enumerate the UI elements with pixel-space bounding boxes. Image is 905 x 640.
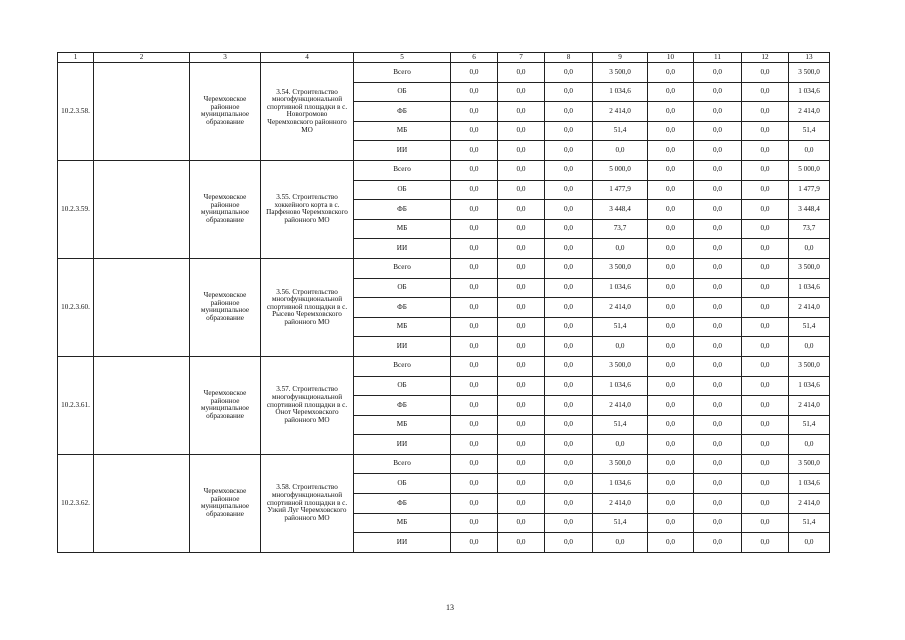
value-cell: 51,4 bbox=[593, 415, 648, 435]
funding-source-cell: Всего bbox=[354, 258, 451, 278]
header-cell: 6 bbox=[451, 53, 498, 63]
value-cell: 0,0 bbox=[498, 141, 545, 161]
value-cell: 0,0 bbox=[742, 396, 789, 416]
value-cell: 0,0 bbox=[648, 121, 694, 141]
value-cell: 0,0 bbox=[742, 435, 789, 455]
value-cell: 0,0 bbox=[498, 513, 545, 533]
value-cell: 0,0 bbox=[451, 494, 498, 514]
value-cell: 0,0 bbox=[694, 63, 742, 83]
value-cell: 0,0 bbox=[694, 298, 742, 318]
value-cell: 0,0 bbox=[545, 160, 593, 180]
value-cell: 0,0 bbox=[742, 239, 789, 259]
value-cell: 0,0 bbox=[789, 337, 830, 357]
page-number: 13 bbox=[446, 603, 454, 612]
funding-source-cell: ФБ bbox=[354, 298, 451, 318]
value-cell: 0,0 bbox=[545, 121, 593, 141]
value-cell: 0,0 bbox=[648, 513, 694, 533]
value-cell: 51,4 bbox=[593, 317, 648, 337]
value-cell: 0,0 bbox=[451, 474, 498, 494]
value-cell: 0,0 bbox=[694, 376, 742, 396]
value-cell: 0,0 bbox=[694, 160, 742, 180]
value-cell: 0,0 bbox=[648, 200, 694, 220]
value-cell: 0,0 bbox=[498, 200, 545, 220]
value-cell: 0,0 bbox=[648, 533, 694, 553]
value-cell: 0,0 bbox=[545, 435, 593, 455]
value-cell: 0,0 bbox=[451, 376, 498, 396]
value-cell: 51,4 bbox=[789, 317, 830, 337]
value-cell: 0,0 bbox=[498, 435, 545, 455]
row-code: 10.2.3.60. bbox=[58, 258, 94, 356]
value-cell: 0,0 bbox=[694, 219, 742, 239]
value-cell: 5 000,0 bbox=[593, 160, 648, 180]
value-cell: 51,4 bbox=[789, 415, 830, 435]
empty-cell bbox=[94, 63, 190, 161]
value-cell: 0,0 bbox=[451, 337, 498, 357]
value-cell: 0,0 bbox=[451, 82, 498, 102]
value-cell: 0,0 bbox=[451, 356, 498, 376]
value-cell: 0,0 bbox=[498, 317, 545, 337]
funding-source-cell: Всего bbox=[354, 63, 451, 83]
value-cell: 0,0 bbox=[648, 494, 694, 514]
value-cell: 0,0 bbox=[694, 494, 742, 514]
funding-source-cell: ИИ bbox=[354, 337, 451, 357]
value-cell: 0,0 bbox=[451, 278, 498, 298]
funding-source-cell: ОБ bbox=[354, 278, 451, 298]
value-cell: 0,0 bbox=[545, 219, 593, 239]
funding-source-cell: Всего bbox=[354, 356, 451, 376]
value-cell: 0,0 bbox=[694, 102, 742, 122]
value-cell: 0,0 bbox=[648, 396, 694, 416]
value-cell: 0,0 bbox=[648, 337, 694, 357]
value-cell: 0,0 bbox=[742, 533, 789, 553]
value-cell: 0,0 bbox=[545, 200, 593, 220]
value-cell: 0,0 bbox=[451, 63, 498, 83]
value-cell: 0,0 bbox=[498, 160, 545, 180]
value-cell: 0,0 bbox=[545, 337, 593, 357]
value-cell: 1 034,6 bbox=[593, 82, 648, 102]
header-cell: 13 bbox=[789, 53, 830, 63]
header-cell: 4 bbox=[261, 53, 354, 63]
value-cell: 0,0 bbox=[545, 278, 593, 298]
value-cell: 51,4 bbox=[593, 121, 648, 141]
value-cell: 0,0 bbox=[742, 337, 789, 357]
value-cell: 0,0 bbox=[451, 396, 498, 416]
value-cell: 0,0 bbox=[451, 513, 498, 533]
funding-source-cell: Всего bbox=[354, 160, 451, 180]
value-cell: 3 500,0 bbox=[789, 454, 830, 474]
funding-source-cell: МБ bbox=[354, 121, 451, 141]
value-cell: 0,0 bbox=[648, 415, 694, 435]
header-cell: 7 bbox=[498, 53, 545, 63]
value-cell: 0,0 bbox=[648, 356, 694, 376]
value-cell: 0,0 bbox=[451, 160, 498, 180]
value-cell: 0,0 bbox=[789, 141, 830, 161]
value-cell: 0,0 bbox=[694, 474, 742, 494]
value-cell: 0,0 bbox=[498, 298, 545, 318]
header-cell: 12 bbox=[742, 53, 789, 63]
value-cell: 0,0 bbox=[498, 494, 545, 514]
value-cell: 0,0 bbox=[451, 239, 498, 259]
value-cell: 0,0 bbox=[451, 102, 498, 122]
value-cell: 3 500,0 bbox=[593, 454, 648, 474]
value-cell: 0,0 bbox=[498, 102, 545, 122]
value-cell: 2 414,0 bbox=[593, 298, 648, 318]
value-cell: 0,0 bbox=[742, 63, 789, 83]
value-cell: 1 034,6 bbox=[789, 474, 830, 494]
value-cell: 0,0 bbox=[545, 356, 593, 376]
header-cell: 8 bbox=[545, 53, 593, 63]
value-cell: 0,0 bbox=[742, 317, 789, 337]
header-cell: 2 bbox=[94, 53, 190, 63]
value-cell: 0,0 bbox=[593, 533, 648, 553]
value-cell: 0,0 bbox=[648, 219, 694, 239]
value-cell: 0,0 bbox=[694, 356, 742, 376]
value-cell: 0,0 bbox=[498, 219, 545, 239]
header-cell: 9 bbox=[593, 53, 648, 63]
value-cell: 51,4 bbox=[789, 121, 830, 141]
row-code: 10.2.3.62. bbox=[58, 454, 94, 552]
value-cell: 0,0 bbox=[789, 435, 830, 455]
value-cell: 0,0 bbox=[694, 258, 742, 278]
value-cell: 0,0 bbox=[498, 415, 545, 435]
value-cell: 0,0 bbox=[694, 337, 742, 357]
value-cell: 73,7 bbox=[789, 219, 830, 239]
value-cell: 3 500,0 bbox=[593, 356, 648, 376]
value-cell: 0,0 bbox=[451, 298, 498, 318]
value-cell: 0,0 bbox=[742, 474, 789, 494]
value-cell: 1 034,6 bbox=[789, 278, 830, 298]
value-cell: 0,0 bbox=[498, 356, 545, 376]
value-cell: 0,0 bbox=[648, 141, 694, 161]
value-cell: 0,0 bbox=[694, 513, 742, 533]
value-cell: 0,0 bbox=[694, 317, 742, 337]
value-cell: 0,0 bbox=[742, 200, 789, 220]
row-code: 10.2.3.58. bbox=[58, 63, 94, 161]
funding-source-cell: ОБ bbox=[354, 180, 451, 200]
funding-source-cell: МБ bbox=[354, 219, 451, 239]
value-cell: 0,0 bbox=[451, 180, 498, 200]
value-cell: 0,0 bbox=[498, 258, 545, 278]
funding-source-cell: МБ bbox=[354, 415, 451, 435]
value-cell: 0,0 bbox=[742, 298, 789, 318]
value-cell: 3 500,0 bbox=[593, 258, 648, 278]
value-cell: 0,0 bbox=[742, 121, 789, 141]
organization-cell: Черемховское районное муниципальное образование bbox=[190, 258, 261, 356]
value-cell: 2 414,0 bbox=[789, 396, 830, 416]
value-cell: 0,0 bbox=[694, 239, 742, 259]
value-cell: 0,0 bbox=[694, 141, 742, 161]
value-cell: 73,7 bbox=[593, 219, 648, 239]
value-cell: 2 414,0 bbox=[593, 494, 648, 514]
value-cell: 0,0 bbox=[648, 435, 694, 455]
funding-source-cell: ОБ bbox=[354, 376, 451, 396]
value-cell: 0,0 bbox=[498, 376, 545, 396]
budget-table bbox=[57, 52, 830, 553]
value-cell: 0,0 bbox=[451, 317, 498, 337]
organization-cell: Черемховское районное муниципальное образование bbox=[190, 356, 261, 454]
measure-name-cell: 3.54. Строительство многофункциональной спортивной площадки в с. Новогромово Черемховского районного МО bbox=[261, 63, 354, 161]
funding-source-cell: ФБ bbox=[354, 200, 451, 220]
value-cell: 0,0 bbox=[742, 160, 789, 180]
value-cell: 1 034,6 bbox=[593, 474, 648, 494]
value-cell: 0,0 bbox=[648, 102, 694, 122]
measure-name-cell: 3.58. Строительство многофункциональной спортивной площадки в с. Узкий Луг Черемховского районного МО bbox=[261, 454, 354, 552]
value-cell: 0,0 bbox=[545, 474, 593, 494]
value-cell: 1 034,6 bbox=[593, 376, 648, 396]
value-cell: 0,0 bbox=[742, 82, 789, 102]
value-cell: 0,0 bbox=[593, 141, 648, 161]
value-cell: 0,0 bbox=[742, 494, 789, 514]
value-cell: 0,0 bbox=[451, 435, 498, 455]
value-cell: 0,0 bbox=[694, 396, 742, 416]
header-cell: 10 bbox=[648, 53, 694, 63]
value-cell: 0,0 bbox=[694, 82, 742, 102]
value-cell: 0,0 bbox=[648, 160, 694, 180]
value-cell: 0,0 bbox=[694, 278, 742, 298]
value-cell: 3 500,0 bbox=[789, 63, 830, 83]
value-cell: 0,0 bbox=[648, 454, 694, 474]
value-cell: 0,0 bbox=[451, 258, 498, 278]
value-cell: 0,0 bbox=[498, 121, 545, 141]
funding-source-cell: МБ bbox=[354, 513, 451, 533]
header-cell: 1 bbox=[58, 53, 94, 63]
value-cell: 0,0 bbox=[498, 82, 545, 102]
value-cell: 0,0 bbox=[648, 82, 694, 102]
value-cell: 0,0 bbox=[545, 180, 593, 200]
table-row bbox=[58, 356, 830, 376]
funding-source-cell: ИИ bbox=[354, 239, 451, 259]
table-row bbox=[58, 454, 830, 474]
value-cell: 0,0 bbox=[545, 298, 593, 318]
header-cell: 5 bbox=[354, 53, 451, 63]
value-cell: 0,0 bbox=[545, 239, 593, 259]
value-cell: 0,0 bbox=[498, 474, 545, 494]
measure-name-cell: 3.55. Строительство хоккейного корта в с. Парфеново Черемховского районного МО bbox=[261, 160, 354, 258]
value-cell: 0,0 bbox=[545, 82, 593, 102]
value-cell: 3 500,0 bbox=[789, 258, 830, 278]
empty-cell bbox=[94, 454, 190, 552]
row-code: 10.2.3.61. bbox=[58, 356, 94, 454]
value-cell: 0,0 bbox=[648, 298, 694, 318]
value-cell: 0,0 bbox=[742, 278, 789, 298]
value-cell: 0,0 bbox=[498, 239, 545, 259]
value-cell: 0,0 bbox=[648, 180, 694, 200]
table-body bbox=[58, 63, 830, 553]
value-cell: 0,0 bbox=[742, 415, 789, 435]
value-cell: 2 414,0 bbox=[789, 102, 830, 122]
funding-source-cell: ИИ bbox=[354, 435, 451, 455]
value-cell: 0,0 bbox=[694, 121, 742, 141]
value-cell: 0,0 bbox=[789, 533, 830, 553]
value-cell: 0,0 bbox=[694, 180, 742, 200]
value-cell: 0,0 bbox=[593, 435, 648, 455]
value-cell: 0,0 bbox=[742, 180, 789, 200]
value-cell: 0,0 bbox=[498, 63, 545, 83]
value-cell: 1 034,6 bbox=[593, 278, 648, 298]
value-cell: 0,0 bbox=[545, 494, 593, 514]
value-cell: 0,0 bbox=[694, 435, 742, 455]
value-cell: 0,0 bbox=[742, 102, 789, 122]
value-cell: 1 477,9 bbox=[593, 180, 648, 200]
value-cell: 0,0 bbox=[742, 376, 789, 396]
header-cell: 11 bbox=[694, 53, 742, 63]
value-cell: 0,0 bbox=[451, 141, 498, 161]
value-cell: 0,0 bbox=[545, 141, 593, 161]
value-cell: 1 034,6 bbox=[789, 376, 830, 396]
value-cell: 2 414,0 bbox=[789, 298, 830, 318]
funding-source-cell: ОБ bbox=[354, 474, 451, 494]
value-cell: 0,0 bbox=[694, 533, 742, 553]
value-cell: 2 414,0 bbox=[593, 102, 648, 122]
value-cell: 0,0 bbox=[545, 376, 593, 396]
funding-source-cell: ИИ bbox=[354, 533, 451, 553]
value-cell: 0,0 bbox=[498, 454, 545, 474]
funding-source-cell: МБ bbox=[354, 317, 451, 337]
value-cell: 0,0 bbox=[451, 454, 498, 474]
funding-source-cell: ИИ bbox=[354, 141, 451, 161]
value-cell: 0,0 bbox=[648, 239, 694, 259]
value-cell: 0,0 bbox=[742, 454, 789, 474]
value-cell: 0,0 bbox=[648, 278, 694, 298]
funding-source-cell: ФБ bbox=[354, 396, 451, 416]
value-cell: 0,0 bbox=[545, 102, 593, 122]
value-cell: 0,0 bbox=[498, 180, 545, 200]
value-cell: 3 500,0 bbox=[789, 356, 830, 376]
table-row bbox=[58, 160, 830, 180]
value-cell: 3 448,4 bbox=[789, 200, 830, 220]
funding-source-cell: Всего bbox=[354, 454, 451, 474]
value-cell: 0,0 bbox=[742, 513, 789, 533]
measure-name-cell: 3.56. Строительство многофункциональной спортивной площадки в с. Рысево Черемховского районного МО bbox=[261, 258, 354, 356]
value-cell: 0,0 bbox=[498, 278, 545, 298]
table-row bbox=[58, 63, 830, 83]
value-cell: 0,0 bbox=[742, 356, 789, 376]
value-cell: 0,0 bbox=[545, 513, 593, 533]
value-cell: 0,0 bbox=[593, 239, 648, 259]
organization-cell: Черемховское районное муниципальное образование bbox=[190, 454, 261, 552]
value-cell: 1 034,6 bbox=[789, 82, 830, 102]
value-cell: 0,0 bbox=[451, 533, 498, 553]
value-cell: 0,0 bbox=[498, 533, 545, 553]
row-code: 10.2.3.59. bbox=[58, 160, 94, 258]
value-cell: 0,0 bbox=[498, 396, 545, 416]
value-cell: 0,0 bbox=[694, 200, 742, 220]
measure-name-cell: 3.57. Строительство многофункциональной спортивной площадки в с. Онот Черемховского районного МО bbox=[261, 356, 354, 454]
value-cell: 0,0 bbox=[648, 63, 694, 83]
value-cell: 0,0 bbox=[451, 415, 498, 435]
value-cell: 2 414,0 bbox=[789, 494, 830, 514]
value-cell: 0,0 bbox=[694, 454, 742, 474]
header-row bbox=[58, 53, 830, 63]
value-cell: 0,0 bbox=[498, 337, 545, 357]
value-cell: 0,0 bbox=[545, 454, 593, 474]
value-cell: 0,0 bbox=[545, 396, 593, 416]
value-cell: 51,4 bbox=[789, 513, 830, 533]
value-cell: 0,0 bbox=[694, 415, 742, 435]
value-cell: 1 477,9 bbox=[789, 180, 830, 200]
empty-cell bbox=[94, 258, 190, 356]
empty-cell bbox=[94, 356, 190, 454]
empty-cell bbox=[94, 160, 190, 258]
value-cell: 5 000,0 bbox=[789, 160, 830, 180]
header-cell: 3 bbox=[190, 53, 261, 63]
value-cell: 0,0 bbox=[545, 258, 593, 278]
value-cell: 0,0 bbox=[451, 200, 498, 220]
value-cell: 3 500,0 bbox=[593, 63, 648, 83]
value-cell: 0,0 bbox=[742, 141, 789, 161]
value-cell: 0,0 bbox=[545, 415, 593, 435]
value-cell: 0,0 bbox=[451, 219, 498, 239]
value-cell: 0,0 bbox=[648, 317, 694, 337]
value-cell: 0,0 bbox=[648, 474, 694, 494]
value-cell: 0,0 bbox=[545, 63, 593, 83]
funding-source-cell: ФБ bbox=[354, 102, 451, 122]
value-cell: 0,0 bbox=[545, 533, 593, 553]
value-cell: 3 448,4 bbox=[593, 200, 648, 220]
value-cell: 2 414,0 bbox=[593, 396, 648, 416]
value-cell: 0,0 bbox=[451, 121, 498, 141]
value-cell: 0,0 bbox=[742, 258, 789, 278]
value-cell: 0,0 bbox=[545, 317, 593, 337]
value-cell: 0,0 bbox=[648, 376, 694, 396]
value-cell: 0,0 bbox=[648, 258, 694, 278]
organization-cell: Черемховское районное муниципальное образование bbox=[190, 160, 261, 258]
funding-source-cell: ОБ bbox=[354, 82, 451, 102]
value-cell: 0,0 bbox=[742, 219, 789, 239]
table-row bbox=[58, 258, 830, 278]
funding-source-cell: ФБ bbox=[354, 494, 451, 514]
value-cell: 0,0 bbox=[593, 337, 648, 357]
value-cell: 51,4 bbox=[593, 513, 648, 533]
organization-cell: Черемховское районное муниципальное образование bbox=[190, 63, 261, 161]
value-cell: 0,0 bbox=[789, 239, 830, 259]
